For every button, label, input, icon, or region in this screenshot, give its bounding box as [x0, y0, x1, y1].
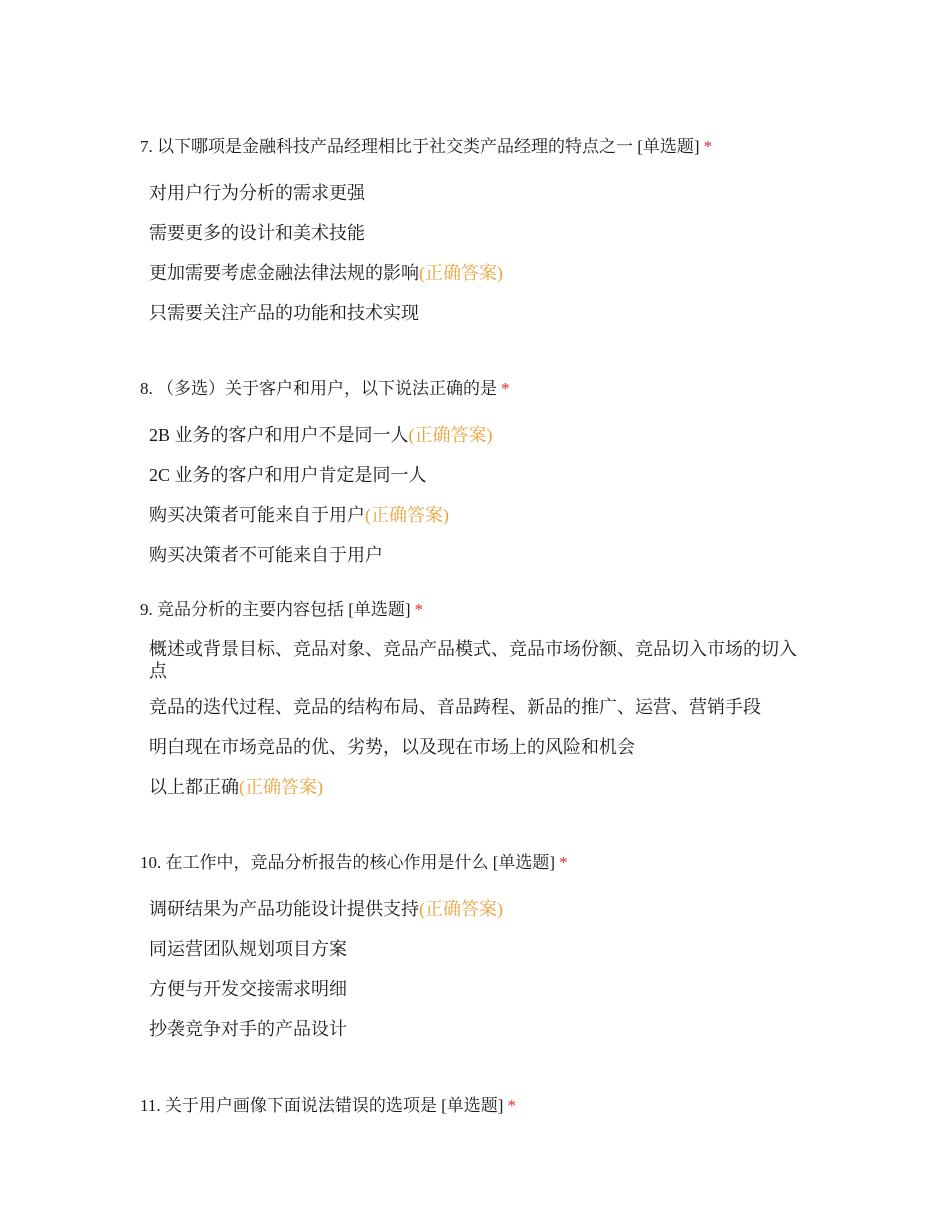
option-text: 抄袭竞争对手的产品设计 — [149, 1019, 347, 1039]
required-marker: * — [501, 379, 510, 398]
option-text: 明白现在市场竞品的优、劣势，以及现在市场上的风险和机会 — [149, 737, 635, 757]
question-text: 7. 以下哪项是金融科技产品经理相比于社交类产品经理的特点之一 [单选题] — [140, 137, 700, 156]
question-8-title — [140, 378, 510, 400]
option-text: 对用户行为分析的需求更强 — [149, 183, 365, 203]
option-text: 购买决策者可能来自于用户 — [149, 505, 365, 525]
question-10-title — [140, 852, 568, 874]
required-marker: * — [559, 853, 568, 872]
option-text: 只需要关注产品的功能和技术实现 — [149, 303, 419, 323]
option-text: 以上都正确 — [149, 777, 239, 797]
option-item — [149, 898, 809, 920]
option-item — [149, 424, 809, 446]
option-text: 需要更多的设计和美术技能 — [149, 223, 365, 243]
question-9-title — [140, 599, 423, 621]
option-item — [149, 262, 809, 284]
correct-answer-mark: (正确答案) — [419, 263, 503, 283]
option-item — [149, 222, 809, 244]
option-item — [149, 182, 809, 204]
option-text: 2C 业务的客户和用户肯定是同一人 — [149, 465, 427, 485]
option-item — [149, 1018, 809, 1040]
question-text: 10. 在工作中，竞品分析报告的核心作用是什么 [单选题] — [140, 853, 556, 872]
option-item — [149, 544, 809, 566]
option-item — [149, 938, 809, 960]
option-text: 概述或背景目标、竞品对象、竞品产品模式、竞品市场份额、竞品切入市场的切入点 — [149, 639, 797, 681]
option-text: 竞品的迭代过程、竞品的结构布局、音品踌程、新品的推广、运营、营销手段 — [149, 697, 761, 717]
question-text: 9. 竞品分析的主要内容包括 [单选题] — [140, 600, 411, 619]
option-text: 调研结果为产品功能设计提供支持 — [149, 899, 419, 919]
option-item — [149, 978, 809, 1000]
option-text: 同运营团队规划项目方案 — [149, 939, 347, 959]
option-item — [149, 638, 809, 682]
option-text: 方便与开发交接需求明细 — [149, 979, 347, 999]
required-marker: * — [414, 600, 424, 619]
correct-answer-mark: (正确答案) — [419, 899, 503, 919]
correct-answer-mark: (正确答案) — [239, 777, 323, 797]
correct-answer-mark: (正确答案) — [365, 505, 449, 525]
question-text: 8. （多选）关于客户和用户，以下说法正确的是 — [140, 379, 497, 398]
required-marker: * — [507, 1096, 516, 1115]
option-text: 更加需要考虑金融法律法规的影响 — [149, 263, 419, 283]
question-11-title — [140, 1095, 516, 1117]
required-marker: * — [703, 137, 713, 156]
correct-answer-mark: (正确答案) — [408, 425, 493, 445]
option-item — [149, 776, 809, 798]
option-item — [149, 464, 809, 486]
option-item — [149, 696, 809, 718]
option-item — [149, 736, 809, 758]
option-item — [149, 504, 809, 526]
option-item — [149, 302, 809, 324]
option-text: 2B 业务的客户和用户不是同一人 — [149, 425, 409, 445]
question-text: 11. 关于用户画像下面说法错误的选项是 [单选题] — [140, 1096, 504, 1115]
option-text: 购买决策者不可能来自于用户 — [149, 545, 383, 565]
question-7-title — [140, 136, 712, 158]
